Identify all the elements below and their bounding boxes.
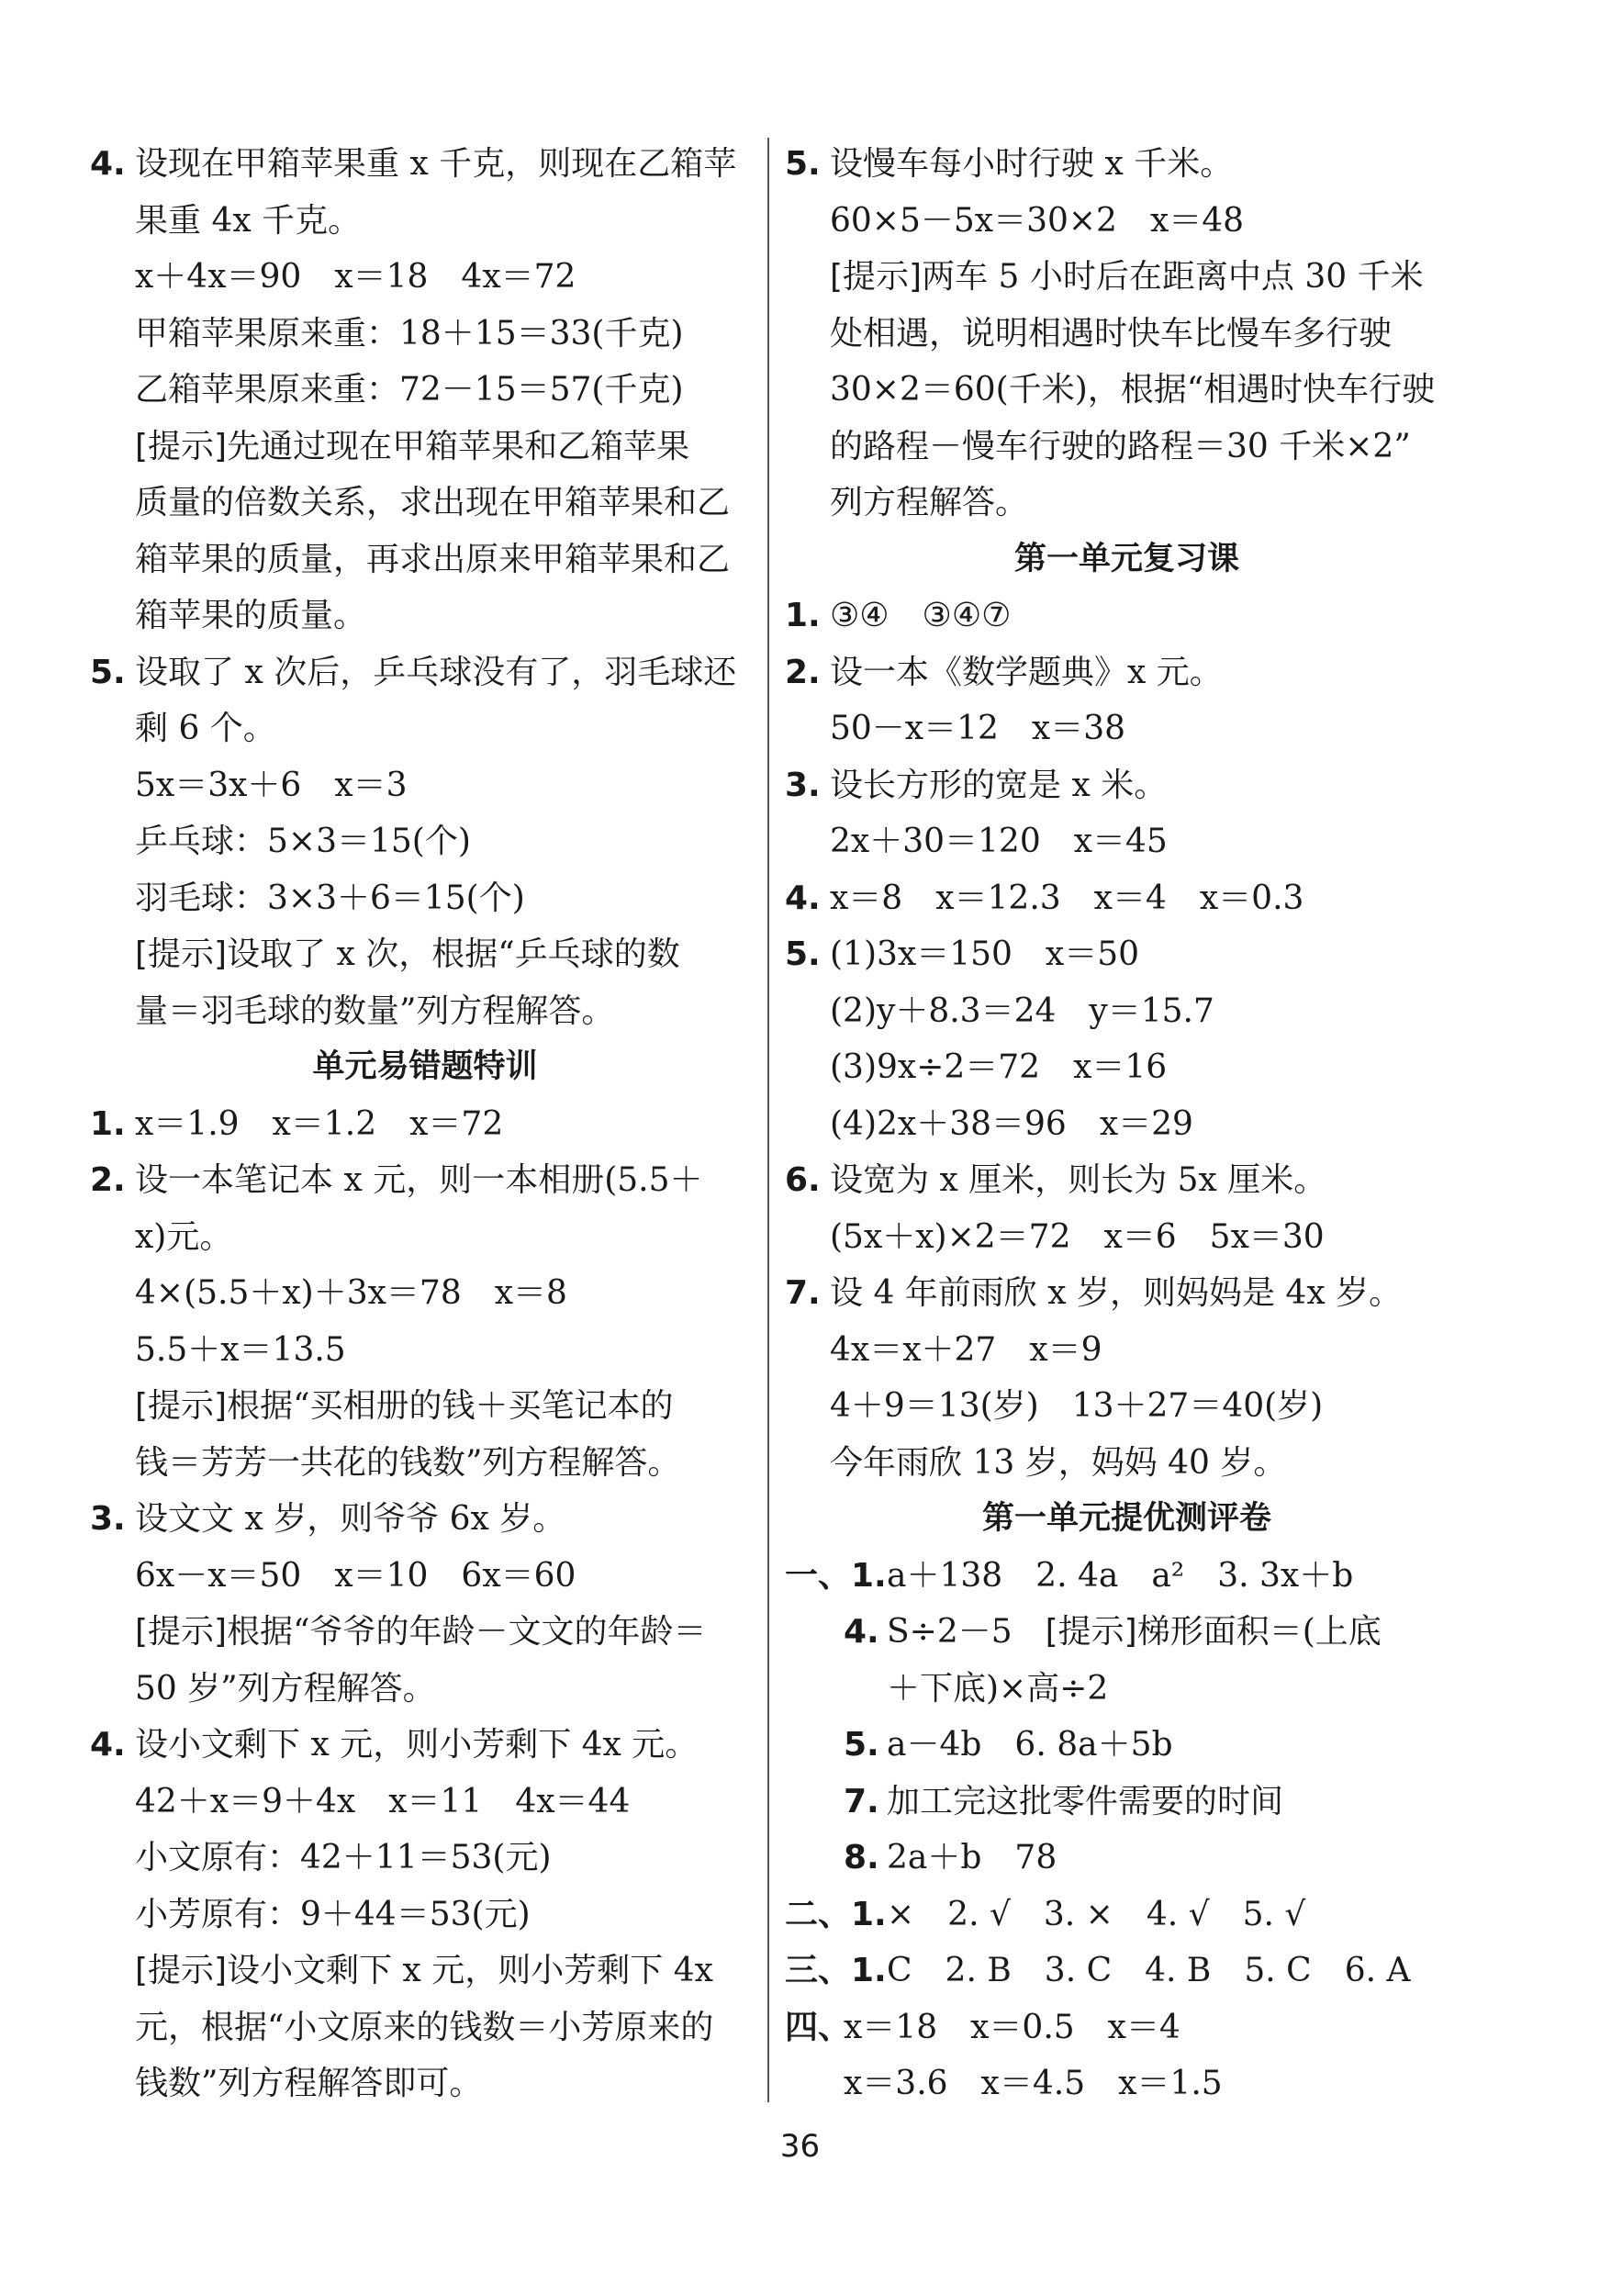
- part-label: 二、1.: [785, 1895, 887, 1933]
- answer-line: 质量的倍数关系，求出现在甲箱苹果和乙: [135, 484, 731, 521]
- answer-text: 设慢车每小时行驶 x 千米。: [830, 145, 1234, 183]
- answer-line: 元，根据“小文原来的钱数＝小芳原来的: [135, 2008, 714, 2046]
- answer-text: x＝18 x＝0.5 x＝4: [844, 2008, 1180, 2046]
- answer-line: 4＋9＝13(岁) 13＋27＝40(岁): [830, 1387, 1324, 1425]
- question-number: 6.: [785, 1161, 821, 1199]
- answer-line: [90, 1491, 760, 1548]
- hint-text: 根据“买相册的钱＋买笔记本的: [227, 1387, 674, 1425]
- question-number: 1.: [90, 1104, 126, 1143]
- answer-line: [785, 1265, 1469, 1322]
- answer-line: [785, 1548, 1469, 1605]
- answer-text-part: S÷2－5: [887, 1613, 1046, 1651]
- answer-line: (3)9x÷2＝72 x＝16: [830, 1048, 1168, 1086]
- answer-text: 2a＋b 78: [887, 1839, 1057, 1876]
- section-title-test: 第一单元提优测评卷: [981, 1500, 1271, 1537]
- hint-label: [提示]: [135, 1387, 228, 1425]
- hint-text: 根据“爷爷的年龄－文文的年龄＝: [227, 1613, 707, 1651]
- hint-text: 设取了 x 次，根据“乒乓球的数: [227, 935, 680, 973]
- answer-line: [90, 1096, 760, 1153]
- answer-text: ③④ ③④⑦: [830, 597, 1012, 634]
- answer-line: [785, 2055, 1469, 2112]
- part-label: 四、: [785, 2008, 852, 2046]
- hint-label: [提示]: [135, 1952, 228, 1989]
- answer-line: 处相遇，说明相遇时快车比慢车多行驶: [830, 314, 1393, 353]
- left-column: [90, 136, 760, 2112]
- answer-line: 量＝羽毛球的数量”列方程解答。: [135, 991, 615, 1030]
- answer-line: 小文原有：42＋11＝53(元): [135, 1839, 552, 1876]
- answer-text: 设小文剩下 x 元，则小芳剩下 4x 元。: [135, 1726, 699, 1764]
- answer-text: 设长方形的宽是 x 米。: [830, 766, 1168, 804]
- answer-text: 加工完这批零件需要的时间: [887, 1782, 1284, 1820]
- answer-line: [785, 757, 1469, 814]
- answer-line: [785, 1604, 1469, 1661]
- answer-line: 6x－x＝50 x＝10 6x＝60: [135, 1556, 576, 1595]
- answer-line: [785, 1774, 1469, 1831]
- answer-text: 设现在甲箱苹果重 x 千克，则现在乙箱苹: [135, 145, 737, 183]
- hint-line: [785, 249, 1469, 306]
- answer-line: [90, 644, 760, 701]
- question-number: 1.: [785, 597, 821, 634]
- answer-line: 4×(5.5＋x)＋3x＝78 x＝8: [135, 1274, 567, 1312]
- answer-line: 乒乓球：5×3＝15(个): [135, 823, 471, 860]
- answer-line: 50－x＝12 x＝38: [830, 710, 1126, 747]
- answer-line: 42＋x＝9＋4x x＝11 4x＝44: [135, 1782, 631, 1820]
- answer-line: 钱数”列方程解答即可。: [135, 2065, 483, 2102]
- section-title-errors: 单元易错题特训: [312, 1048, 538, 1085]
- hint-line: [90, 1378, 760, 1435]
- answer-line: 钱＝芳芳一共花的钱数”列方程解答。: [135, 1443, 681, 1482]
- hint-text: 先通过现在甲箱苹果和乙箱苹果: [227, 427, 690, 465]
- hint-text: 梯形面积＝(上底: [1136, 1613, 1382, 1651]
- answer-line: [785, 870, 1469, 927]
- hint-line: [90, 419, 760, 476]
- answer-line: [785, 1887, 1469, 1943]
- answer-text: × 2. √ 3. × 4. √ 5. √: [887, 1895, 1306, 1933]
- answer-line: [785, 588, 1469, 644]
- question-number: 5.: [785, 145, 821, 183]
- hint-label: [提示]: [135, 427, 228, 465]
- hint-label: [提示]: [830, 258, 923, 296]
- right-column: [785, 136, 1469, 2112]
- question-number: 4.: [785, 879, 821, 917]
- answer-line: 50 岁”列方程解答。: [135, 1669, 436, 1708]
- answer-line: 60×5－5x＝30×2 x＝48: [830, 201, 1245, 240]
- answer-line: (5x＋x)×2＝72 x＝6 5x＝30: [830, 1217, 1325, 1256]
- answer-line: [785, 926, 1469, 983]
- hint-line: [90, 926, 760, 983]
- question-number: 5.: [785, 935, 821, 973]
- question-number: 7.: [844, 1782, 879, 1820]
- question-number: 5.: [844, 1726, 879, 1764]
- hint-line: [90, 1604, 760, 1661]
- question-number: 2.: [785, 653, 821, 691]
- answer-line: [785, 1830, 1469, 1887]
- question-number: 7.: [785, 1274, 821, 1312]
- answer-text: 设文文 x 岁，则爷爷 6x 岁。: [135, 1500, 566, 1538]
- answer-line: 果重 4x 千克。: [135, 201, 362, 240]
- hint-text: 设小文剩下 x 元，则小芳剩下 4x: [227, 1952, 713, 1989]
- answer-line: 小芳原有：9＋44＝53(元): [135, 1895, 531, 1933]
- column-divider: [767, 138, 769, 2102]
- answer-text: [887, 1604, 1382, 1661]
- answer-line: x＋4x＝90 x＝18 4x＝72: [135, 258, 576, 296]
- answer-line: [785, 1943, 1469, 1999]
- question-number: 3.: [785, 766, 821, 804]
- answer-line: 2x＋30＝120 x＝45: [830, 823, 1168, 860]
- answer-line: 4x＝x＋27 x＝9: [830, 1330, 1102, 1369]
- answer-text: 设一本笔记本 x 元，则一本相册(5.5＋: [135, 1161, 703, 1199]
- section-title-review: 第一单元复习课: [1013, 540, 1239, 577]
- answer-text: x＝1.9 x＝1.2 x＝72: [135, 1104, 504, 1143]
- answer-line: 羽毛球：3×3＋6＝15(个): [135, 879, 525, 917]
- answer-line: [785, 644, 1469, 701]
- question-number: 4.: [90, 1726, 126, 1764]
- answer-line: [90, 1152, 760, 1209]
- answer-text: C 2. B 3. C 4. B 5. C 6. A: [887, 1952, 1411, 1989]
- part-label: 一、1.: [785, 1556, 887, 1595]
- answer-line: [90, 136, 760, 193]
- answer-line: x)元。: [135, 1217, 233, 1256]
- hint-text: 两车 5 小时后在距离中点 30 千米: [922, 258, 1424, 296]
- answer-text: 设宽为 x 厘米，则长为 5x 厘米。: [830, 1161, 1327, 1199]
- answer-line: 剩 6 个。: [135, 710, 276, 747]
- page-number: 36: [779, 2128, 821, 2165]
- answer-line: 列方程解答。: [830, 484, 1029, 521]
- answer-text: a－4b 6. 8a＋5b: [887, 1726, 1173, 1764]
- question-number: 2.: [90, 1161, 126, 1199]
- answer-line: [785, 136, 1469, 193]
- answer-line: (4)2x＋38＝96 x＝29: [830, 1104, 1193, 1143]
- answer-line: 箱苹果的质量。: [135, 597, 367, 634]
- question-number: 8.: [844, 1839, 879, 1876]
- answer-line: 30×2＝60(千米)，根据“相遇时快车行驶: [830, 371, 1436, 409]
- answer-text: x＝3.6 x＝4.5 x＝1.5: [844, 2065, 1223, 2102]
- answer-line: [90, 1717, 760, 1774]
- answer-text: (1)3x＝150 x＝50: [830, 935, 1140, 973]
- answer-line: [785, 1152, 1469, 1209]
- hint-label: [提示]: [1045, 1613, 1137, 1651]
- answer-line: 的路程－慢车行驶的路程＝30 千米×2”: [830, 427, 1411, 465]
- answer-line: 甲箱苹果原来重：18＋15＝33(千克): [135, 314, 684, 353]
- answer-line: [785, 1999, 1469, 2056]
- answer-text: 设一本《数学题典》x 元。: [830, 653, 1223, 691]
- answer-text: 设取了 x 次后，乒乓球没有了，羽毛球还: [135, 653, 737, 691]
- question-number: 4.: [844, 1613, 879, 1651]
- answer-line: [785, 1717, 1469, 1774]
- answer-line: 今年雨欣 13 岁，妈妈 40 岁。: [830, 1443, 1287, 1482]
- hint-line: [90, 1943, 760, 1999]
- answer-line: 箱苹果的质量，再求出原来甲箱苹果和乙: [135, 540, 731, 578]
- answer-line: 5x＝3x＋6 x＝3: [135, 766, 408, 804]
- question-number: 5.: [90, 653, 126, 691]
- part-label: 三、1.: [785, 1952, 887, 1989]
- answer-text: ＋下底)×高÷2: [887, 1669, 1109, 1708]
- hint-label: [提示]: [135, 935, 228, 973]
- answer-text: x＝8 x＝12.3 x＝4 x＝0.3: [830, 879, 1304, 917]
- hint-label: [提示]: [135, 1613, 228, 1651]
- answer-line: 乙箱苹果原来重：72－15＝57(千克): [135, 371, 684, 409]
- answer-text: 设 4 年前雨欣 x 岁，则妈妈是 4x 岁。: [830, 1274, 1403, 1312]
- question-number: 4.: [90, 145, 126, 183]
- answer-text: a＋138 2. 4a a² 3. 3x＋b: [887, 1556, 1354, 1595]
- answer-line: 5.5＋x＝13.5: [135, 1330, 346, 1369]
- answer-line: [785, 1661, 1469, 1718]
- question-number: 3.: [90, 1500, 126, 1538]
- answer-line: (2)y＋8.3＝24 y＝15.7: [830, 991, 1214, 1030]
